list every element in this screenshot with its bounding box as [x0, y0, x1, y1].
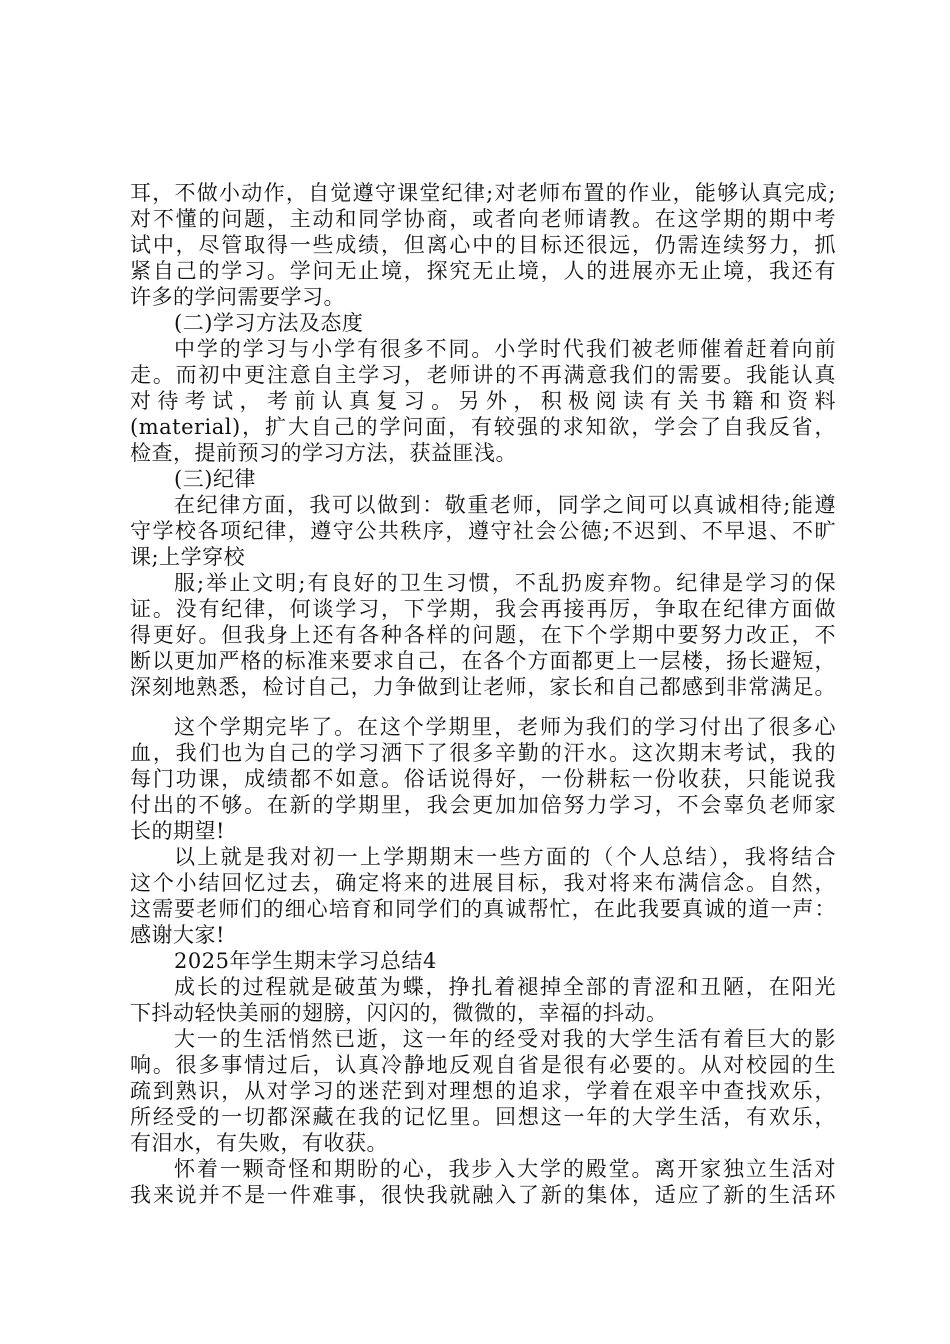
body-text-line: (material)，扩大自己的学问面，有较强的求知欲，学会了自我反省，: [130, 415, 836, 439]
body-text-line: 大一的生活悄然已逝，这一年的经受对我的大学生活有着巨大的影: [174, 1027, 836, 1051]
body-text-line: 有泪水，有失败，有收获。: [130, 1131, 388, 1155]
body-text-line: 试中，尽管取得一些成绩，但离心中的目标还很远，仍需连续努力，抓: [130, 233, 836, 257]
article-title: 2025年学生期末学习总结4: [174, 949, 437, 973]
body-text-line: 服;举止文明;有良好的卫生习惯，不乱扔废弃物。纪律是学习的保: [174, 571, 836, 595]
body-text-line: 在纪律方面，我可以做到：敬重老师，同学之间可以真诚相待;能遵: [174, 493, 836, 517]
section-heading: (二)学习方法及态度: [174, 311, 364, 335]
body-text-line: 许多的学问需要学习。: [130, 285, 345, 309]
body-text-line: 长的期望!: [130, 819, 225, 843]
body-text-line: 对不懂的问题，主动和同学协商，或者向老师请教。在这学期的期中考: [130, 207, 836, 231]
body-text-line: 成长的过程就是破茧为蝶，挣扎着褪掉全部的青涩和丑陋，在阳光: [174, 975, 836, 999]
body-text-line: 课;上学穿校: [130, 545, 246, 569]
body-text-line: 紧自己的学习。学问无止境，探究无止境，人的进展亦无止境，我还有: [130, 259, 836, 283]
body-text-line: 血，我们也为自己的学习洒下了很多辛勤的汗水。这次期末考试，我的: [130, 741, 836, 765]
body-text-line: 付出的不够。在新的学期里，我会更加加倍努力学习，不会辜负老师家: [130, 793, 836, 817]
body-text-line: 响。很多事情过后，认真冷静地反观自省是很有必要的。从对校园的生: [130, 1053, 836, 1077]
body-text-line: 我来说并不是一件难事，很快我就融入了新的集体，适应了新的生活环: [130, 1183, 836, 1207]
body-text-line: 守学校各项纪律，遵守公共秩序，遵守社会公德;不迟到、不早退、不旷: [130, 519, 836, 543]
section-heading: (三)纪律: [174, 467, 256, 491]
body-text-line: 深刻地熟悉，检讨自己，力争做到让老师，家长和自己都感到非常满足。: [130, 675, 836, 699]
body-text-line: 这个学期完毕了。在这个学期里，老师为我们的学习付出了很多心: [174, 715, 836, 739]
body-text-line: 以上就是我对初一上学期期末一些方面的（个人总结），我将结合: [174, 845, 836, 869]
body-text-line: 断以更加严格的标准来要求自己，在各个方面都更上一层楼，扬长避短，: [130, 649, 836, 673]
body-text-line: 对待考试，考前认真复习。另外，积极阅读有关书籍和资料: [130, 389, 836, 413]
body-text-line: 这个小结回忆过去，确定将来的进展目标，我对将来布满信念。自然，: [130, 871, 836, 895]
body-text-line: 怀着一颗奇怪和期盼的心，我步入大学的殿堂。离开家独立生活对: [174, 1157, 836, 1181]
body-text-line: 这需要老师们的细心培育和同学们的真诚帮忙，在此我要真诚的道一声：: [130, 897, 836, 921]
body-text-line: 中学的学习与小学有很多不同。小学时代我们被老师催着赶着向前: [174, 337, 836, 361]
body-text-line: 疏到熟识，从对学习的迷茫到对理想的追求，学着在艰辛中查找欢乐，: [130, 1079, 836, 1103]
body-text-line: 所经受的一切都深藏在我的记忆里。回想这一年的大学生活，有欢乐，: [130, 1105, 836, 1129]
body-text-line: 证。没有纪律，何谈学习，下学期，我会再接再厉，争取在纪律方面做: [130, 597, 836, 621]
body-text-line: 每门功课，成绩都不如意。俗话说得好，一份耕耘一份收获，只能说我: [130, 767, 836, 791]
body-text-line: 感谢大家!: [130, 923, 225, 947]
body-text-line: 检查，提前预习的学习方法，获益匪浅。: [130, 441, 517, 465]
body-text-line: 耳，不做小动作，自觉遵守课堂纪律;对老师布置的作业，能够认真完成;: [130, 181, 836, 205]
body-text-line: 下抖动轻快美丽的翅膀，闪闪的，微微的，幸福的抖动。: [130, 1001, 668, 1025]
body-text-line: 走。而初中更注意自主学习，老师讲的不再满意我们的需要。我能认真: [130, 363, 836, 387]
body-text-line: 得更好。但我身上还有各种各样的问题，在下个学期中要努力改正，不: [130, 623, 836, 647]
